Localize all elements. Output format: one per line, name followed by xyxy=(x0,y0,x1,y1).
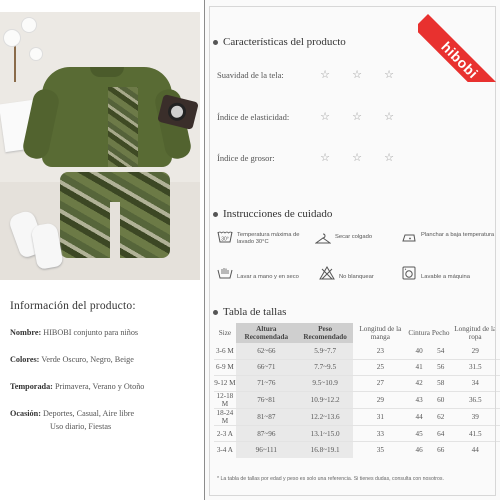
info-row-name xyxy=(10,326,205,339)
table-row xyxy=(214,359,500,375)
care-text: Planchar a baja temperatura xyxy=(421,232,495,238)
table-cell: 3-4 A xyxy=(214,442,236,458)
size-table xyxy=(214,323,500,458)
features-title xyxy=(213,36,346,48)
info-row-occasion xyxy=(10,407,205,433)
info-value: Primavera, Verano y Otoño xyxy=(54,382,145,391)
table-cell: 34 xyxy=(450,375,500,391)
table-row xyxy=(214,392,500,409)
table-cell: 62~66 xyxy=(236,343,297,359)
table-cell: 39 xyxy=(450,409,500,426)
star-icon: ☆ xyxy=(352,69,362,81)
info-label: Nombre: xyxy=(10,328,42,337)
table-cell: 41 xyxy=(407,359,431,375)
table-cell: 76~81 xyxy=(236,392,297,409)
iron-icon xyxy=(401,230,417,244)
table-cell: 12.2~13.6 xyxy=(297,409,354,426)
table-cell: 71~76 xyxy=(236,375,297,391)
table-cell: 9.5~10.9 xyxy=(297,375,354,391)
info-label: Temporada: xyxy=(10,382,53,391)
table-cell: 35 xyxy=(353,442,407,458)
col-header: Peso Recomendado xyxy=(297,323,354,343)
sweater-sleeve xyxy=(21,87,61,161)
star-icon: ☆ xyxy=(320,69,330,81)
table-cell: 6-9 M xyxy=(214,359,236,375)
bullet-icon xyxy=(213,40,218,45)
col-header: Longitud de la ropa xyxy=(454,325,497,341)
pants-image xyxy=(60,172,170,258)
table-cell: 31.5 xyxy=(450,359,500,375)
details-panel xyxy=(204,0,500,500)
star-icon: ☆ xyxy=(352,152,362,164)
camera-lens xyxy=(166,101,188,123)
table-cell: 16.8~19.1 xyxy=(297,442,354,458)
table-row xyxy=(214,426,500,442)
product-info-title: Información del producto: xyxy=(10,300,136,312)
wash-30-icon xyxy=(217,230,233,244)
info-value: Deportes, Casual, Aire libre xyxy=(42,409,135,418)
table-cell: 29 xyxy=(471,346,479,355)
table-cell: 33 xyxy=(353,426,407,442)
sweater-image xyxy=(42,67,172,167)
table-row xyxy=(214,409,500,426)
table-cell: 10.9~12.2 xyxy=(297,392,354,409)
star-icon: ☆ xyxy=(320,152,330,164)
product-photo xyxy=(0,12,200,280)
size-note: * La tabla de tallas por edad y peso es solo una referencia. Si tienes dudas, consulta con nosotros. xyxy=(217,476,444,482)
size-table-title-text: Tabla de tallas xyxy=(223,306,287,318)
table-cell: 66 xyxy=(431,442,451,458)
col-header: Cintura xyxy=(408,329,430,337)
table-cell: 42 xyxy=(407,375,431,391)
rating-label: Suavidad de la tela: xyxy=(217,70,284,80)
table-cell: 96~111 xyxy=(236,442,297,458)
table-cell: 29 xyxy=(353,392,407,409)
table-row xyxy=(214,375,500,391)
care-text: Secar colgado xyxy=(335,234,373,240)
care-text: No blanquear xyxy=(339,274,374,280)
rating-label: Índice de grosor: xyxy=(217,153,275,163)
info-value: Verde Oscuro, Negro, Beige xyxy=(41,355,134,364)
brand-ribbon xyxy=(418,0,500,82)
star-icon: ☆ xyxy=(352,111,362,123)
hanger-icon xyxy=(315,232,331,246)
info-row-season xyxy=(10,380,205,393)
table-cell: 2-3 A xyxy=(214,426,236,442)
table-cell: 18-24 M xyxy=(214,409,236,426)
hand-wash-icon xyxy=(217,266,233,280)
table-cell: 5.9~7.7 xyxy=(297,343,354,359)
rating-stars xyxy=(309,110,405,123)
table-cell: 7.7~9.5 xyxy=(297,359,354,375)
table-cell: 41.5 xyxy=(450,426,500,442)
rating-stars xyxy=(309,151,405,164)
care-text: Lavable a máquina xyxy=(421,274,470,280)
info-value: HIBOBI conjunto para niños xyxy=(43,328,139,337)
table-cell: 87~96 xyxy=(236,426,297,442)
col-header: Size xyxy=(218,329,232,337)
cotton-stem xyxy=(14,42,16,82)
rating-label: Índice de elasticidad: xyxy=(217,112,290,122)
cotton-flower xyxy=(30,48,42,60)
care-title xyxy=(213,208,332,220)
col-header: Longitud de la manga xyxy=(359,325,402,341)
table-cell: 81~87 xyxy=(236,409,297,426)
table-cell: 36.5 xyxy=(450,392,500,409)
table-cell: 44 xyxy=(407,409,431,426)
cotton-flower xyxy=(4,30,20,46)
star-icon: ☆ xyxy=(320,111,330,123)
info-row-colors xyxy=(10,353,205,366)
table-cell: 43 xyxy=(407,392,431,409)
info-label: Ocasión: xyxy=(10,409,41,418)
cotton-flower xyxy=(22,18,36,32)
table-cell: 46 xyxy=(407,442,431,458)
table-row xyxy=(214,442,500,458)
table-cell: 60 xyxy=(431,392,451,409)
table-cell: 9-12 M xyxy=(214,375,236,391)
table-cell: 27 xyxy=(353,375,407,391)
table-cell: 40 xyxy=(415,346,423,355)
table-cell: 44 xyxy=(450,442,500,458)
care-text: Lavar a mano y en seco xyxy=(237,274,299,280)
size-table-title xyxy=(213,306,286,318)
star-icon: ☆ xyxy=(384,69,394,81)
sweater-neck xyxy=(90,67,124,77)
table-cell: 45 xyxy=(407,426,431,442)
care-text: Temperatura máxima de lavado 30°C xyxy=(237,232,300,245)
star-icon: ☆ xyxy=(384,111,394,123)
table-cell: 13.1~15.0 xyxy=(297,426,354,442)
info-label: Colores: xyxy=(10,355,40,364)
star-icon: ☆ xyxy=(384,152,394,164)
table-row xyxy=(214,343,500,359)
table-cell: 25 xyxy=(353,359,407,375)
no-bleach-icon xyxy=(319,266,335,280)
pants-gap xyxy=(110,202,120,258)
size-table-header xyxy=(214,323,500,343)
care-title-text: Instrucciones de cuidado xyxy=(223,208,333,220)
col-header: Pecho xyxy=(431,329,450,337)
features-title-text: Características del producto xyxy=(223,36,346,48)
sweater-camo-patch xyxy=(108,87,138,167)
table-cell: 12-18 M xyxy=(214,392,236,409)
product-info xyxy=(10,300,205,447)
machine-wash-icon xyxy=(401,266,417,280)
table-cell: 64 xyxy=(431,426,451,442)
col-header: Altura Recomendada xyxy=(236,323,297,343)
table-cell: 31 xyxy=(353,409,407,426)
svg-text:30°: 30° xyxy=(221,236,229,243)
bullet-icon xyxy=(213,212,218,217)
brand-logo: hibobi xyxy=(418,14,500,82)
table-cell: 3-6 M xyxy=(216,346,234,355)
table-cell: 56 xyxy=(431,359,451,375)
info-value-continued: Uso diario, Fiestas xyxy=(50,422,112,431)
table-cell: 23 xyxy=(376,346,384,355)
table-cell: 62 xyxy=(431,409,451,426)
table-cell: 66~71 xyxy=(236,359,297,375)
table-cell: 54 xyxy=(437,346,445,355)
rating-stars xyxy=(309,68,405,81)
table-cell: 58 xyxy=(431,375,451,391)
bullet-icon xyxy=(213,310,218,315)
